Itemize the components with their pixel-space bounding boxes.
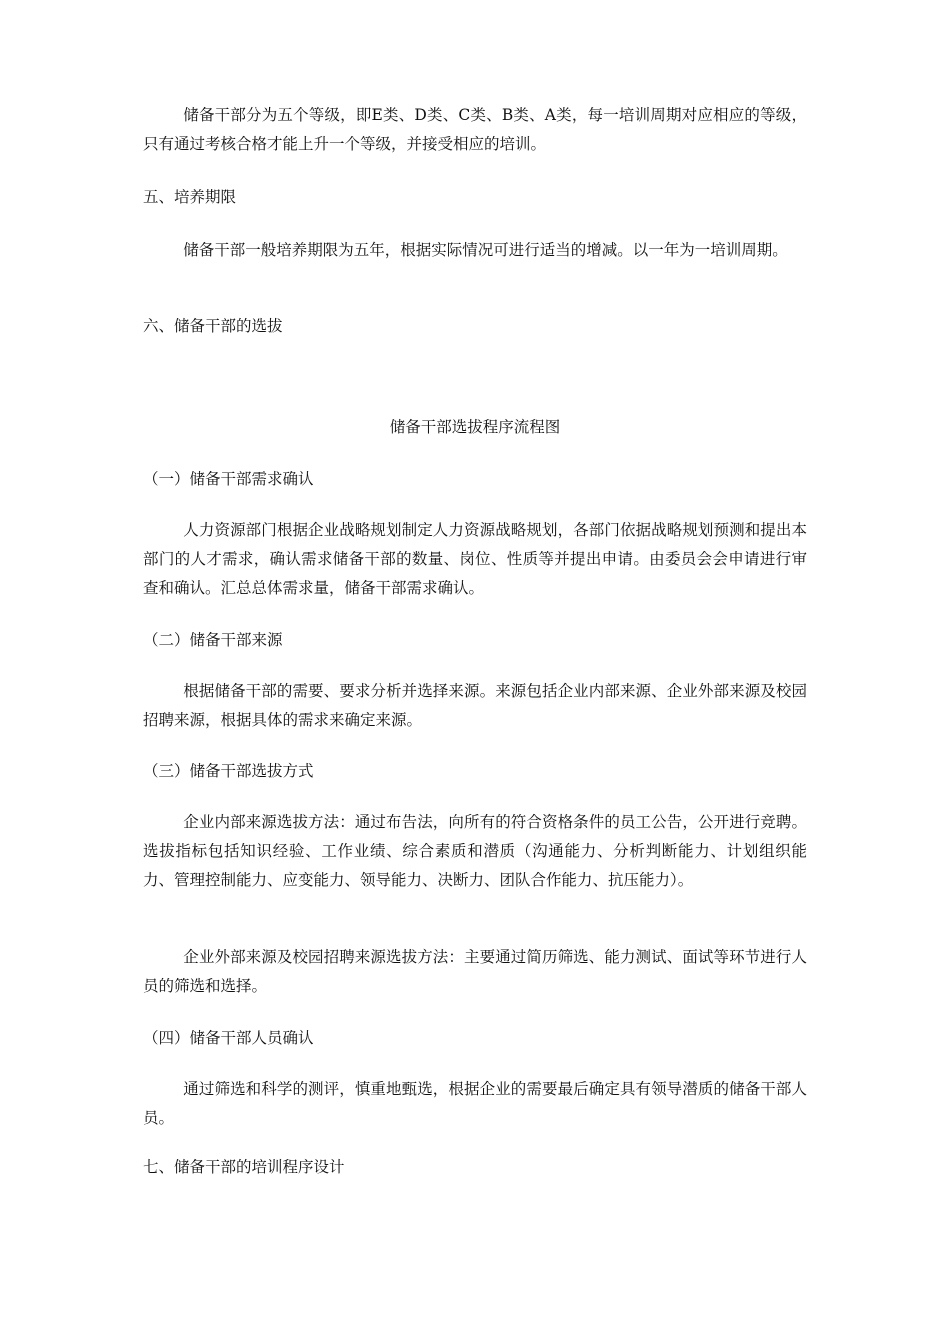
paragraph-personnel-confirmation: 通过筛选和科学的测评，慎重地甄选，根据企业的需要最后确定具有领导潜质的储备干部人员。 <box>143 1080 807 1127</box>
heading-training-design: 七、储备干部的培训程序设计 <box>143 1158 345 1176</box>
paragraph-external-selection: 企业外部来源及校园招聘来源选拔方法：主要通过简历筛选、能力测试、面试等环节进行人员的筛选和选择。 <box>143 948 807 995</box>
paragraph-demand-confirmation: 人力资源部门根据企业战略规划制定人力资源战略规划，各部门依据战略规划预测和提出本部门的人才需求，确认需求储备干部的数量、岗位、性质等并提出申请。由委员会会申请进行审查和确认。汇总总体需求量，储备干部需求确认。 <box>143 521 807 597</box>
heading-demand-confirmation: （一）储备干部需求确认 <box>143 470 314 488</box>
heading-training-period: 五、培养期限 <box>143 188 237 206</box>
paragraph-cadre-source: 根据储备干部的需要、要求分析并选择来源。来源包括企业内部来源、企业外部来源及校园招聘来源，根据具体的需求来确定来源。 <box>143 682 807 729</box>
paragraph-internal-selection: 企业内部来源选拔方法：通过布告法，向所有的符合资格条件的员工公告，公开进行竞聘。选拔指标包括知识经验、工作业绩、综合素质和潜质（沟通能力、分析判断能力、计划组织能力、管理控制能力、应变能力、领导能力、决断力、团队合作能力、抗压能力）。 <box>143 813 807 889</box>
heading-selection-method: （三）储备干部选拔方式 <box>143 762 314 780</box>
paragraph-cadre-levels: 储备干部分为五个等级，即E类、D类、C类、B类、A类，每一培训周期对应相应的等级，只有通过考核合格才能上升一个等级，并接受相应的培训。 <box>143 106 807 153</box>
flowchart-title: 储备干部选拔程序流程图 <box>389 418 561 436</box>
heading-personnel-confirmation: （四）储备干部人员确认 <box>143 1029 314 1047</box>
paragraph-training-period: 储备干部一般培养期限为五年，根据实际情况可进行适当的增减。以一年为一培训周期。 <box>183 241 788 259</box>
heading-cadre-source: （二）储备干部来源 <box>143 631 283 649</box>
heading-cadre-selection: 六、储备干部的选拔 <box>143 317 283 335</box>
